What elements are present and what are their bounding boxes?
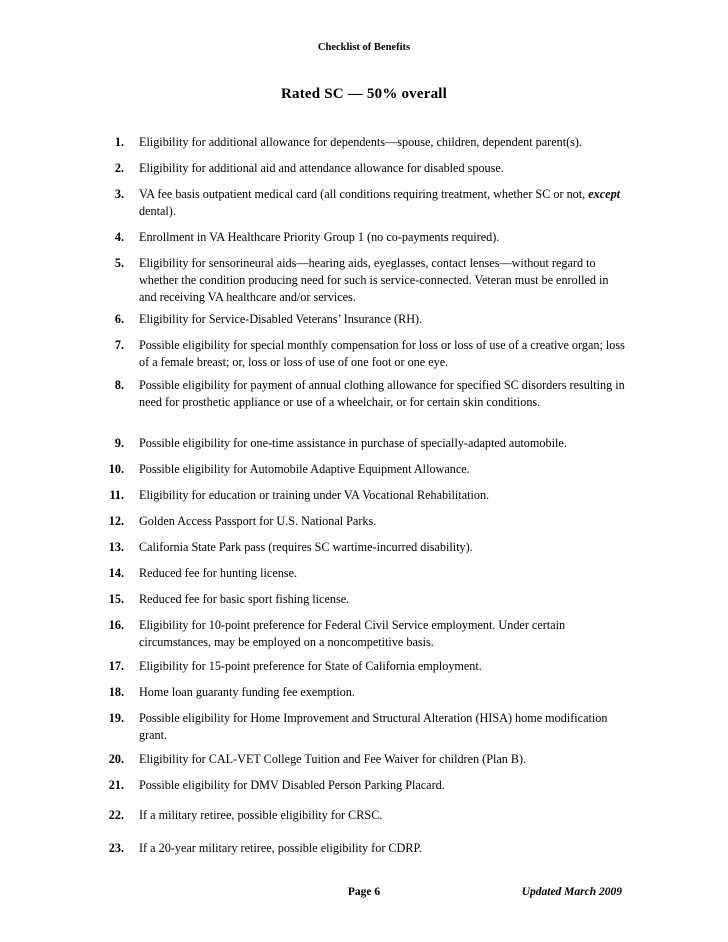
item-text: Reduced fee for hunting license. [139,566,298,580]
item-number: 1. [114,135,124,149]
item-text: Reduced fee for basic sport fishing license. [139,592,350,606]
item-text: Possible eligibility for Automobile Adaptive Equipment Allowance. [139,462,470,476]
item-text: VA fee basis outpatient medical card (all conditions requiring treatment, whether SC or not, except dental). [139,187,621,218]
item-text: Enrollment in VA Healthcare Priority Group 1 (no co-payments required). [139,230,500,244]
item-text: Possible eligibility for one-time assistance in purchase of specially-adapted automobile. [139,436,567,450]
item-number: 12. [108,514,124,528]
item-number: 20. [108,752,124,766]
item-text: Eligibility for additional allowance for dependents—spouse, children, dependent parent(s). [139,135,583,149]
item-number: 7. [114,338,124,352]
item-number: 13. [108,540,124,554]
item-text: If a military retiree, possible eligibility for CRSC. [139,808,383,822]
item-number: 23. [108,841,124,855]
item-number: 5. [114,256,124,270]
item-text: Golden Access Passport for U.S. National Parks. [139,514,377,528]
item-text: Possible eligibility for Home Improvement and Structural Alteration (HISA) home modification grant. [139,711,608,742]
item-text: Eligibility for education or training under VA Vocational Rehabilitation. [139,488,490,502]
item-text: Eligibility for CAL-VET College Tuition and Fee Waiver for children (Plan B). [139,752,527,766]
item-number: 2. [114,161,124,175]
item-text: Eligibility for sensorineural aids—hearing aids, eyeglasses, contact lenses—without regard to whether the condition producing need for such is service-connected. Veteran must be enrolled in and receiving VA healthcare and/or services. [139,256,609,304]
item-number: 8. [114,378,124,392]
item-number: 18. [108,685,124,699]
item-number: 17. [108,659,124,673]
item-number: 15. [108,592,124,606]
item-text: Eligibility for additional aid and attendance allowance for disabled spouse. [139,161,504,175]
item-number: 10. [108,462,124,476]
item-text: Eligibility for Service-Disabled Veterans’ Insurance (RH). [139,312,423,326]
item-number: 11. [109,488,124,502]
item-text: California State Park pass (requires SC wartime-incurred disability). [139,540,473,554]
item-number: 21. [108,778,124,792]
item-number: 9. [114,436,124,450]
item-number: 14. [108,566,124,580]
item-text: Possible eligibility for special monthly compensation for loss or loss of use of a creative organ; loss of a female breast; or, loss or loss of use of one foot or one eye. [139,338,625,369]
emphasis: except [588,187,621,201]
item-number: 22. [108,808,124,822]
page-number: Page 6 [347,886,381,898]
item-number: 3. [114,187,124,201]
document-title: Rated SC — 50% overall [280,86,448,102]
item-text: Home loan guaranty funding fee exemption. [139,685,355,699]
item-number: 19. [108,711,124,725]
item-text: Eligibility for 10-point preference for Federal Civil Service employment. Under certain circumstances, may be employed on a noncompetitive basis. [139,618,566,649]
item-text: If a 20-year military retiree, possible eligibility for CDRP. [139,841,422,855]
running-header: Checklist of Benefits [317,42,411,53]
item-text: Possible eligibility for DMV Disabled Person Parking Placard. [139,778,445,792]
item-number: 16. [108,618,124,632]
item-text: Possible eligibility for payment of annual clothing allowance for specified SC disorders resulting in need for prosthetic appliance or use of a wheelchair, or for certain skin conditions. [139,378,625,409]
item-number: 4. [114,230,124,244]
updated-date: Updated March 2009 [521,886,622,898]
item-text: Eligibility for 15-point preference for State of California employment. [139,659,482,673]
item-number: 6. [114,312,124,326]
